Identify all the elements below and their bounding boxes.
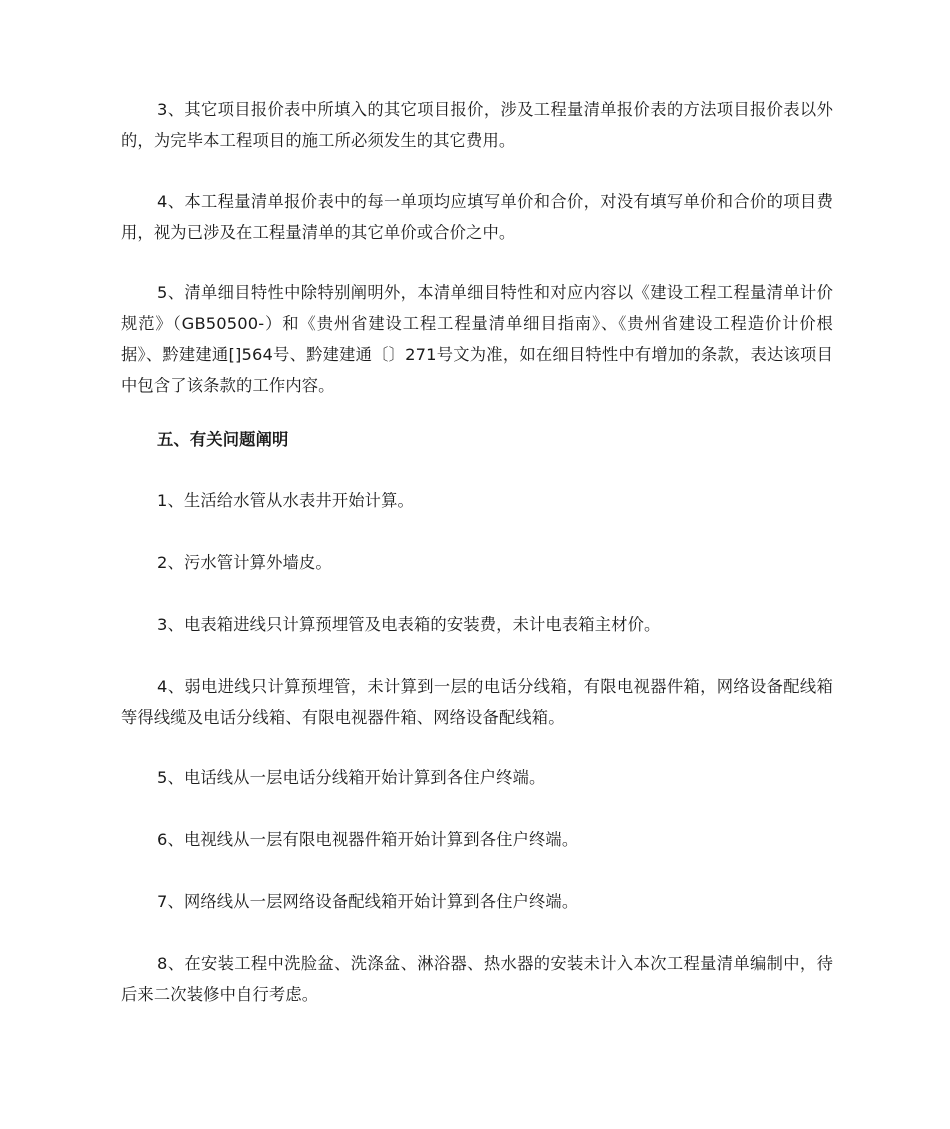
paragraph-other-items-quote: 3、其它项目报价表中所填入的其它项目报价，涉及工程量清单报价表的方法项目报价表以外的，为完毕本工程项目的施工所必须发生的其它费用。 [121, 100, 833, 150]
list-item: 2、污水管计算外墙皮。 [157, 553, 332, 572]
list-item: 4、弱电进线只计算预埋管，未计算到一层的电话分线箱，有限电视器件箱，网络设备配线箱等得线缆及电话分线箱、有限电视器件箱、网络设备配线箱。 [121, 677, 833, 727]
paragraph-unit-price: 4、本工程量清单报价表中的每一单项均应填写单价和合价，对没有填写单价和合价的项目费用，视为已涉及在工程量清单的其它单价或合价之中。 [121, 192, 833, 242]
section-heading: 五、有关问题阐明 [157, 430, 289, 449]
list-item: 7、网络线从一层网络设备配线箱开始计算到各住户终端。 [157, 892, 579, 911]
list-item: 5、电话线从一层电话分线箱开始计算到各住户终端。 [157, 768, 546, 787]
list-item: 3、电表箱进线只计算预埋管及电表箱的安装费，未计电表箱主材价。 [157, 615, 661, 634]
list-item: 8、在安装工程中洗脸盆、洗涤盆、淋浴器、热水器的安装未计入本次工程量清单编制中，待后来二次装修中自行考虑。 [121, 954, 833, 1004]
paragraph-item-characteristics: 5、清单细目特性中除特别阐明外，本清单细目特性和对应内容以《建设工程工程量清单计价规范》（GB50500-）和《贵州省建设工程工程量清单细目指南》、《贵州省建设工程造价计价根据》、黔建建通[]564号、黔建建通〔〕271号文为准，如在细目特性中有增加的条款，表达该项目中包含了该条款的工作内容。 [121, 283, 833, 395]
list-item: 1、生活给水管从水表井开始计算。 [157, 491, 414, 510]
list-item: 6、电视线从一层有限电视器件箱开始计算到各住户终端。 [157, 830, 579, 849]
